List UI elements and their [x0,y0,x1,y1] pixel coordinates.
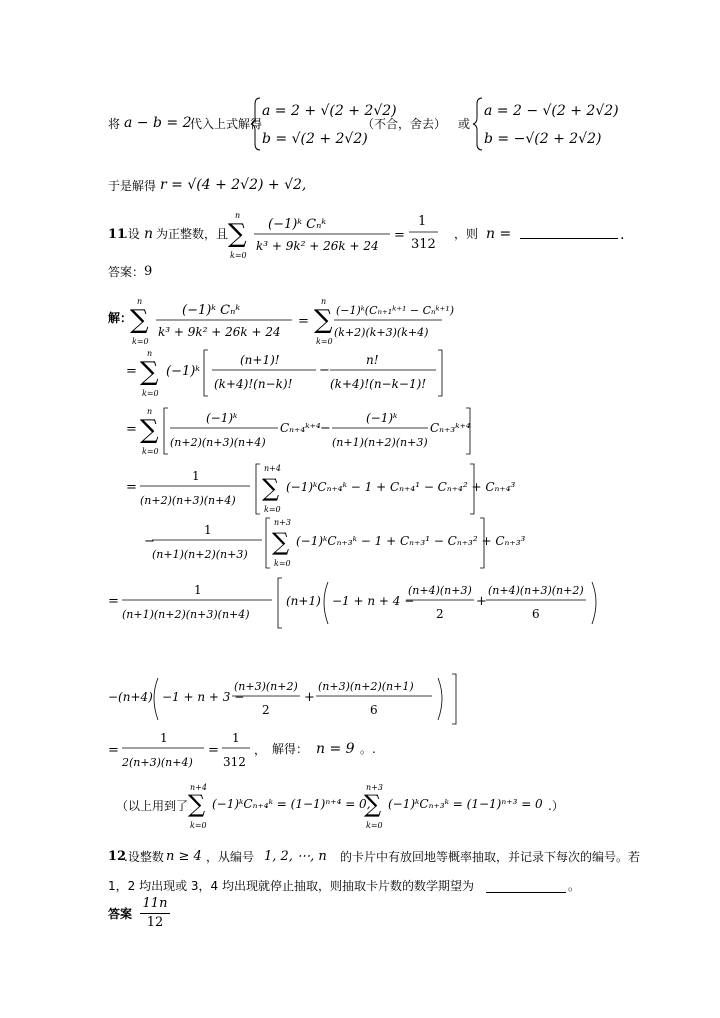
q12-line1-a: .设整数 [124,850,164,864]
q11-solution-line-3 [126,400,476,460]
q11-stem-b: 为正整数，且 [156,227,229,241]
q10-system2-a: a = 2 − √(2 + 2√2) [484,103,619,119]
svg-text:k³ + 9k² + 26k + 24: k³ + 9k² + 26k + 24 [256,239,379,253]
q12-answer-fraction [140,896,170,931]
svg-text:(−1)ᵏCₙ₊₄ᵏ = (1−1)ⁿ⁺⁴ = 0,: (−1)ᵏCₙ₊₄ᵏ = (1−1)ⁿ⁺⁴ = 0, [212,797,371,811]
q12-answer-label: 答案 [108,907,133,921]
q12-answer-numerator: 11n [142,896,168,911]
q11-sigma: ∑ [228,219,247,249]
svg-text:−: − [319,363,330,378]
svg-text:∑: ∑ [130,305,149,335]
q10-system1-b: b = √(2 + 2√2) [262,131,368,147]
svg-text:∑: ∑ [272,528,290,556]
q11-answer-blank [520,238,618,239]
q11-solve-label: 解得： [272,742,309,756]
svg-text:n: n [321,297,327,306]
q12-number: 12 [108,849,127,864]
svg-text:Cₙ₊₄ᵏ⁺⁴: Cₙ₊₄ᵏ⁺⁴ [280,421,321,435]
svg-text:，: ， [254,743,267,757]
q11-solution-line-1-frac [334,290,455,350]
svg-text:(−1)ᵏCₙ₊₄ᵏ − 1 + Cₙ₊₄¹ − Cₙ₊₄²: (−1)ᵏCₙ₊₄ᵏ − 1 + Cₙ₊₄¹ − Cₙ₊₄² + Cₙ₊₄³ [286,480,516,494]
svg-text:1: 1 [204,523,212,537]
svg-text:n!: n! [366,353,379,367]
q10-lead-text-2: 代入上式解得 [190,117,263,131]
svg-text:=: = [108,743,119,758]
svg-text:2: 2 [436,607,444,621]
q11-answer-value: 9 [144,264,153,279]
q11-period: . [620,227,625,243]
q11-solution-line-2 [126,342,446,402]
svg-text:1: 1 [194,583,202,597]
svg-text:+: + [304,690,315,705]
svg-text:n: n [235,211,241,220]
svg-text:−(n+4): −(n+4) [108,690,153,704]
svg-text:(−1)ᵏ: (−1)ᵏ [366,411,398,425]
svg-text:n: n [147,407,153,416]
svg-text:(k+4)!(n−k−1)!: (k+4)!(n−k−1)! [330,377,427,391]
svg-text:k=0: k=0 [132,337,149,346]
q12-card-set: 1, 2, ⋯, n [264,849,327,864]
q11-solution-line-4 [126,458,516,518]
svg-text:=: = [298,314,309,329]
svg-text:2(n+3)(n+4): 2(n+3)(n+4) [122,756,193,769]
svg-text:(n+3)(n+2): (n+3)(n+2) [234,680,298,693]
svg-text:(n+3)(n+2)(n+1): (n+3)(n+2)(n+1) [318,680,414,693]
svg-text:1: 1 [232,731,240,745]
svg-text:∑: ∑ [140,415,159,445]
q11-stem-n: n [144,226,154,242]
q10-result-lead: 于是解得 [108,179,157,193]
svg-text:6: 6 [370,703,378,717]
svg-text:(k+4)!(n−k)!: (k+4)!(n−k)! [214,377,293,391]
svg-text:k=0: k=0 [366,821,383,830]
q11-note-open: （以上用到了 [116,799,189,813]
q12-line2-end: 。 [568,879,581,893]
q11-note-close: .） [548,799,564,813]
svg-text:(n+1)(n+2)(n+3): (n+1)(n+2)(n+3) [332,436,428,449]
svg-text:k=0: k=0 [264,505,281,514]
q10-lead-text: 将 [108,117,121,131]
q11-stem-a: .设 [124,227,140,241]
q11-stem-d: n = [486,226,512,242]
svg-text:312: 312 [411,237,436,252]
svg-text:312: 312 [223,755,246,769]
q11-answer-label: 答案： [108,265,145,279]
q10-brace-1 [250,96,262,152]
svg-text:1: 1 [160,731,168,745]
q11-note-formulas [188,780,548,832]
q12-line1-c: 的卡片中有放回地等概率抽取，并记录下每次的编号。若 [340,850,641,864]
svg-text:−: − [320,421,331,436]
q12-answer-blank [486,892,566,893]
svg-text:∑: ∑ [188,790,206,818]
svg-text:(−1)ᵏ(Cₙ₊₁ᵏ⁺¹ − Cₙᵏ⁺¹): (−1)ᵏ(Cₙ₊₁ᵏ⁺¹ − Cₙᵏ⁺¹) [336,304,455,317]
svg-text:n+3: n+3 [366,783,383,792]
svg-text:k³ + 9k² + 26k + 24: k³ + 9k² + 26k + 24 [158,325,281,339]
q10-brace-2 [472,96,484,152]
svg-text:k=0: k=0 [142,389,159,398]
q12-line1-b: ，从编号 [206,850,255,864]
svg-text:(k+2)(k+3)(k+4): (k+2)(k+3)(k+4) [334,326,429,339]
svg-text:n+3: n+3 [274,518,291,527]
q11-sum-formula [228,204,418,264]
q12-condition: n ≥ 4 [166,849,202,864]
svg-text:−: − [144,534,155,549]
svg-text:=: = [126,480,137,495]
svg-text:n: n [137,297,143,306]
q11-solve-end: 。. [360,742,376,756]
svg-text:∑: ∑ [364,790,382,818]
svg-text:(−1)ᵏ Cₙᵏ: (−1)ᵏ Cₙᵏ [182,303,241,318]
svg-text:(−1)ᵏ: (−1)ᵏ [206,411,238,425]
q10-result: r = √(4 + 2√2) + √2, [160,177,307,193]
q11-solution-line-7 [108,668,468,728]
svg-text:∑: ∑ [314,305,333,335]
q10-condition: a − b = 2 [124,115,192,131]
svg-text:(n+2)(n+3)(n+4): (n+2)(n+3)(n+4) [140,494,236,507]
q12-answer-denominator: 12 [146,915,164,930]
svg-text:=: = [394,228,405,243]
svg-text:k=0: k=0 [190,821,207,830]
svg-text:(n+4)(n+3)(n+2): (n+4)(n+3)(n+2) [488,584,584,597]
q11-solution-line-6 [108,572,608,632]
q11-number: 11 [108,227,127,242]
q10-system1-a: a = 2 + √(2 + 2√2) [262,103,397,119]
svg-text:+: + [476,594,487,609]
svg-text:n: n [147,349,153,358]
q11-rhs-fraction [408,210,442,254]
svg-text:k=0: k=0 [316,337,333,346]
svg-text:=: = [208,743,219,758]
svg-text:(n+4)(n+3): (n+4)(n+3) [408,584,472,597]
svg-text:(n+1)(n+2)(n+3): (n+1)(n+2)(n+3) [152,548,248,561]
svg-text:(n+1)(n+2)(n+3)(n+4): (n+1)(n+2)(n+3)(n+4) [122,608,250,621]
q10-or: 或 [458,117,471,131]
q10-system2-b: b = −√(2 + 2√2) [484,131,602,147]
svg-text:∑: ∑ [262,474,280,502]
svg-text:n+4: n+4 [190,783,207,792]
svg-text:k=0: k=0 [274,559,291,568]
q12-line2: 1，2 均出现或 3，4 均出现就停止抽取，则抽取卡片数的数学期望为 [108,879,474,893]
svg-text:n+4: n+4 [264,464,281,473]
q11-solution-line-5 [144,512,526,572]
svg-text:k=0: k=0 [142,447,159,456]
svg-text:2: 2 [262,703,270,717]
svg-text:(−1)ᵏ Cₙᵏ: (−1)ᵏ Cₙᵏ [268,217,327,232]
svg-text:(n+1)!: (n+1)! [240,353,280,367]
q11-solve-value: n = 9 [316,741,355,757]
svg-text:=: = [126,364,137,379]
q11-solution-line-8 [108,724,268,776]
svg-text:∑: ∑ [140,357,159,387]
svg-text:(n+2)(n+3)(n+4): (n+2)(n+3)(n+4) [170,436,266,449]
svg-text:−1 + n + 4 −: −1 + n + 4 − [332,594,415,608]
q11-solution-label: 解： [108,311,133,325]
svg-text:(−1)ᵏ: (−1)ᵏ [166,364,201,379]
svg-text:1: 1 [418,214,427,229]
svg-text:(n+1): (n+1) [286,594,321,608]
q11-stem-c: ，则 [454,227,479,241]
q10-rejected-note: （不合，舍去） [362,117,447,131]
svg-text:=: = [108,594,119,609]
svg-text:k=0: k=0 [230,251,247,260]
svg-text:=: = [126,422,137,437]
svg-text:−1 + n + 3 −: −1 + n + 3 − [162,690,245,704]
svg-text:1: 1 [192,469,200,483]
svg-text:6: 6 [532,607,540,621]
svg-text:Cₙ₊₃ᵏ⁺⁴: Cₙ₊₃ᵏ⁺⁴ [430,421,471,435]
svg-text:(−1)ᵏCₙ₊₃ᵏ = (1−1)ⁿ⁺³ = 0: (−1)ᵏCₙ₊₃ᵏ = (1−1)ⁿ⁺³ = 0 [388,797,543,811]
svg-text:(−1)ᵏCₙ₊₃ᵏ − 1 + Cₙ₊₃¹ − Cₙ₊₃²: (−1)ᵏCₙ₊₃ᵏ − 1 + Cₙ₊₃¹ − Cₙ₊₃² + Cₙ₊₃³ [296,534,526,548]
